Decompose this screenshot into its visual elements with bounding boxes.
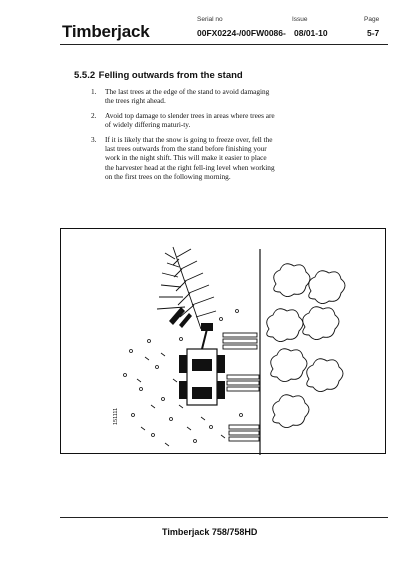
page-label: Page	[364, 16, 380, 23]
log-piles	[223, 333, 259, 441]
figure-reference-number: 151111	[113, 407, 119, 425]
footer-divider	[60, 517, 388, 518]
issue-value: 08/01-10	[294, 28, 328, 38]
issue-label: Issue	[292, 16, 308, 23]
list-item-text: Avoid top damage to slender trees in areas where trees are of widely differing maturi-ty.	[105, 110, 275, 130]
section-title: Felling outwards from the stand	[98, 70, 243, 81]
serial-label: Serial no	[197, 16, 223, 23]
list-item-number: 1.	[91, 87, 97, 96]
brand-logo-text: Timberjack	[62, 22, 150, 41]
section-number: 5.5.2	[74, 70, 96, 81]
header-divider	[60, 44, 388, 45]
felling-diagram-svg	[61, 229, 387, 455]
serial-value: 00FX0224-/00FW0086-	[197, 28, 286, 38]
list-item	[91, 111, 276, 130]
list-item	[91, 135, 276, 182]
felling-illustration	[60, 228, 386, 454]
list-item-number: 2.	[91, 110, 97, 120]
list-item-text: The last trees at the edge of the stand to avoid damaging the trees right ahead.	[105, 87, 270, 106]
list-item-number: 3.	[91, 134, 97, 144]
ground-scatter	[124, 310, 243, 447]
footer-model: Timberjack 758/758HD	[162, 527, 258, 537]
instruction-list	[91, 87, 276, 187]
list-item	[91, 87, 276, 106]
list-item-text: If it is likely that the snow is going to freeze over, fell the last trees outwards from the stand before finishing your work in the night shift. This will make it easier to place the harvester head at the right fell-ing level when working on the first trees on the following morning.	[105, 134, 275, 182]
section-heading	[74, 70, 243, 81]
standing-tree-crowns	[267, 264, 345, 428]
harvester-machine	[179, 323, 225, 405]
page-number: 5-7	[367, 28, 380, 38]
